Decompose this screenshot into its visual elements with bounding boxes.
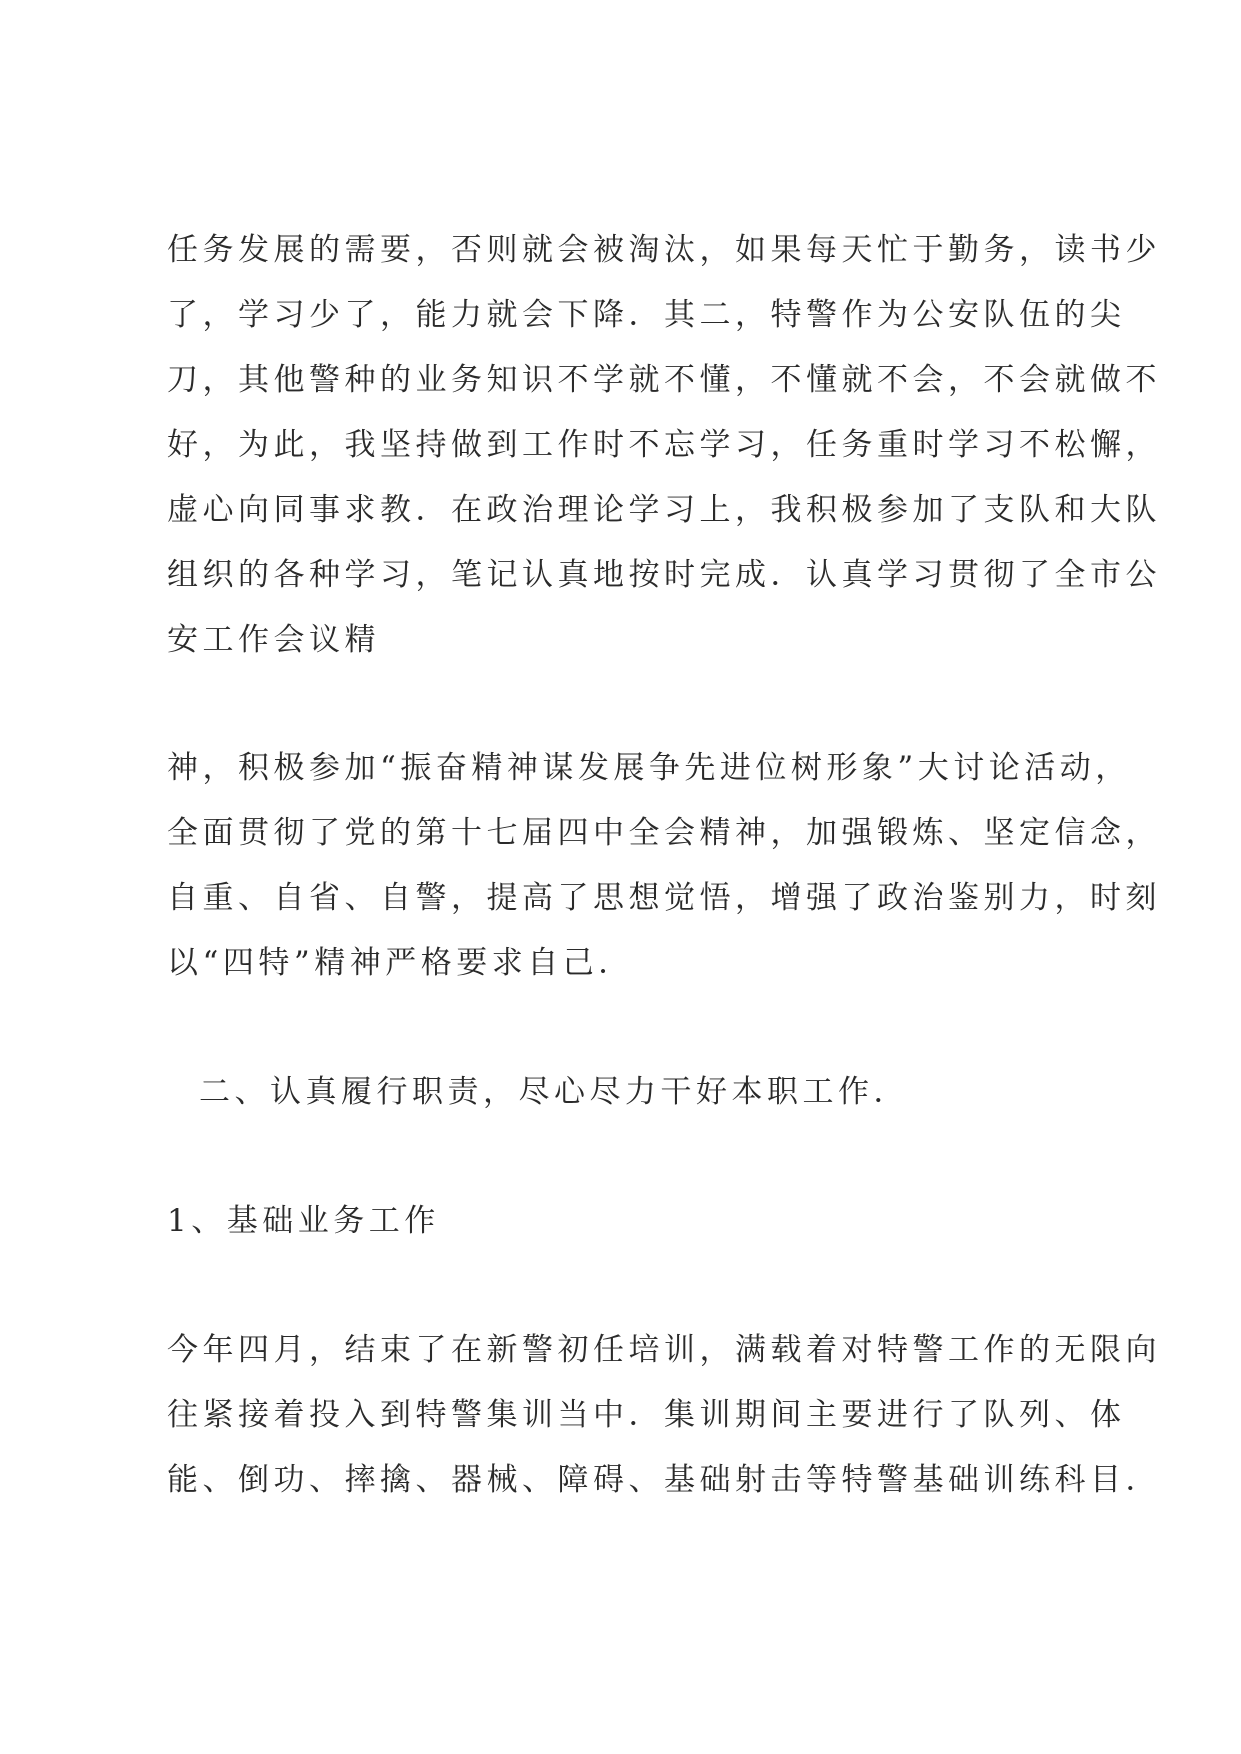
paragraph-3-line-2: 往紧接着投入到特警集训当中．集训期间主要进行了队列、体	[167, 1397, 1126, 1433]
paragraph-1-line-1: 任务发展的需要，否则就会被淘汰，如果每天忙于勤务，读书少	[167, 232, 1161, 268]
paragraph-1-line-5: 虚心向同事求教．在政治理论学习上，我积极参加了支队和大队	[167, 492, 1161, 528]
paragraph-3-line-3: 能、倒功、摔擒、器械、障碍、基础射击等特警基础训练科目．	[167, 1462, 1161, 1498]
paragraph-1-line-7: 安工作会议精	[167, 622, 380, 658]
paragraph-1-line-2: 了，学习少了，能力就会下降．其二，特警作为公安队伍的尖	[167, 297, 1126, 333]
subsection-heading: 1、基础业务工作	[167, 1203, 440, 1239]
paragraph-2-line-1: 神，积极参加“振奋精神谋发展争先进位树形象”大讨论活动，	[167, 750, 1131, 786]
paragraph-2-line-3: 自重、自省、自警，提高了思想觉悟，增强了政治鉴别力，时刻	[167, 880, 1161, 916]
paragraph-3-line-1: 今年四月，结束了在新警初任培训，满载着对特警工作的无限向	[167, 1332, 1161, 1368]
paragraph-1-line-3: 刀，其他警种的业务知识不学就不懂，不懂就不会，不会就做不	[167, 362, 1161, 398]
paragraph-2-line-2: 全面贯彻了党的第十七届四中全会精神，加强锻炼、坚定信念，	[167, 815, 1161, 851]
paragraph-1-line-4: 好，为此，我坚持做到工作时不忘学习，任务重时学习不松懈，	[167, 427, 1161, 463]
section-heading: 二、认真履行职责，尽心尽力干好本职工作．	[199, 1074, 909, 1110]
paragraph-2-line-4: 以“四特”精神严格要求自己．	[167, 945, 634, 981]
paragraph-1-line-6: 组织的各种学习，笔记认真地按时完成．认真学习贯彻了全市公	[167, 557, 1161, 593]
